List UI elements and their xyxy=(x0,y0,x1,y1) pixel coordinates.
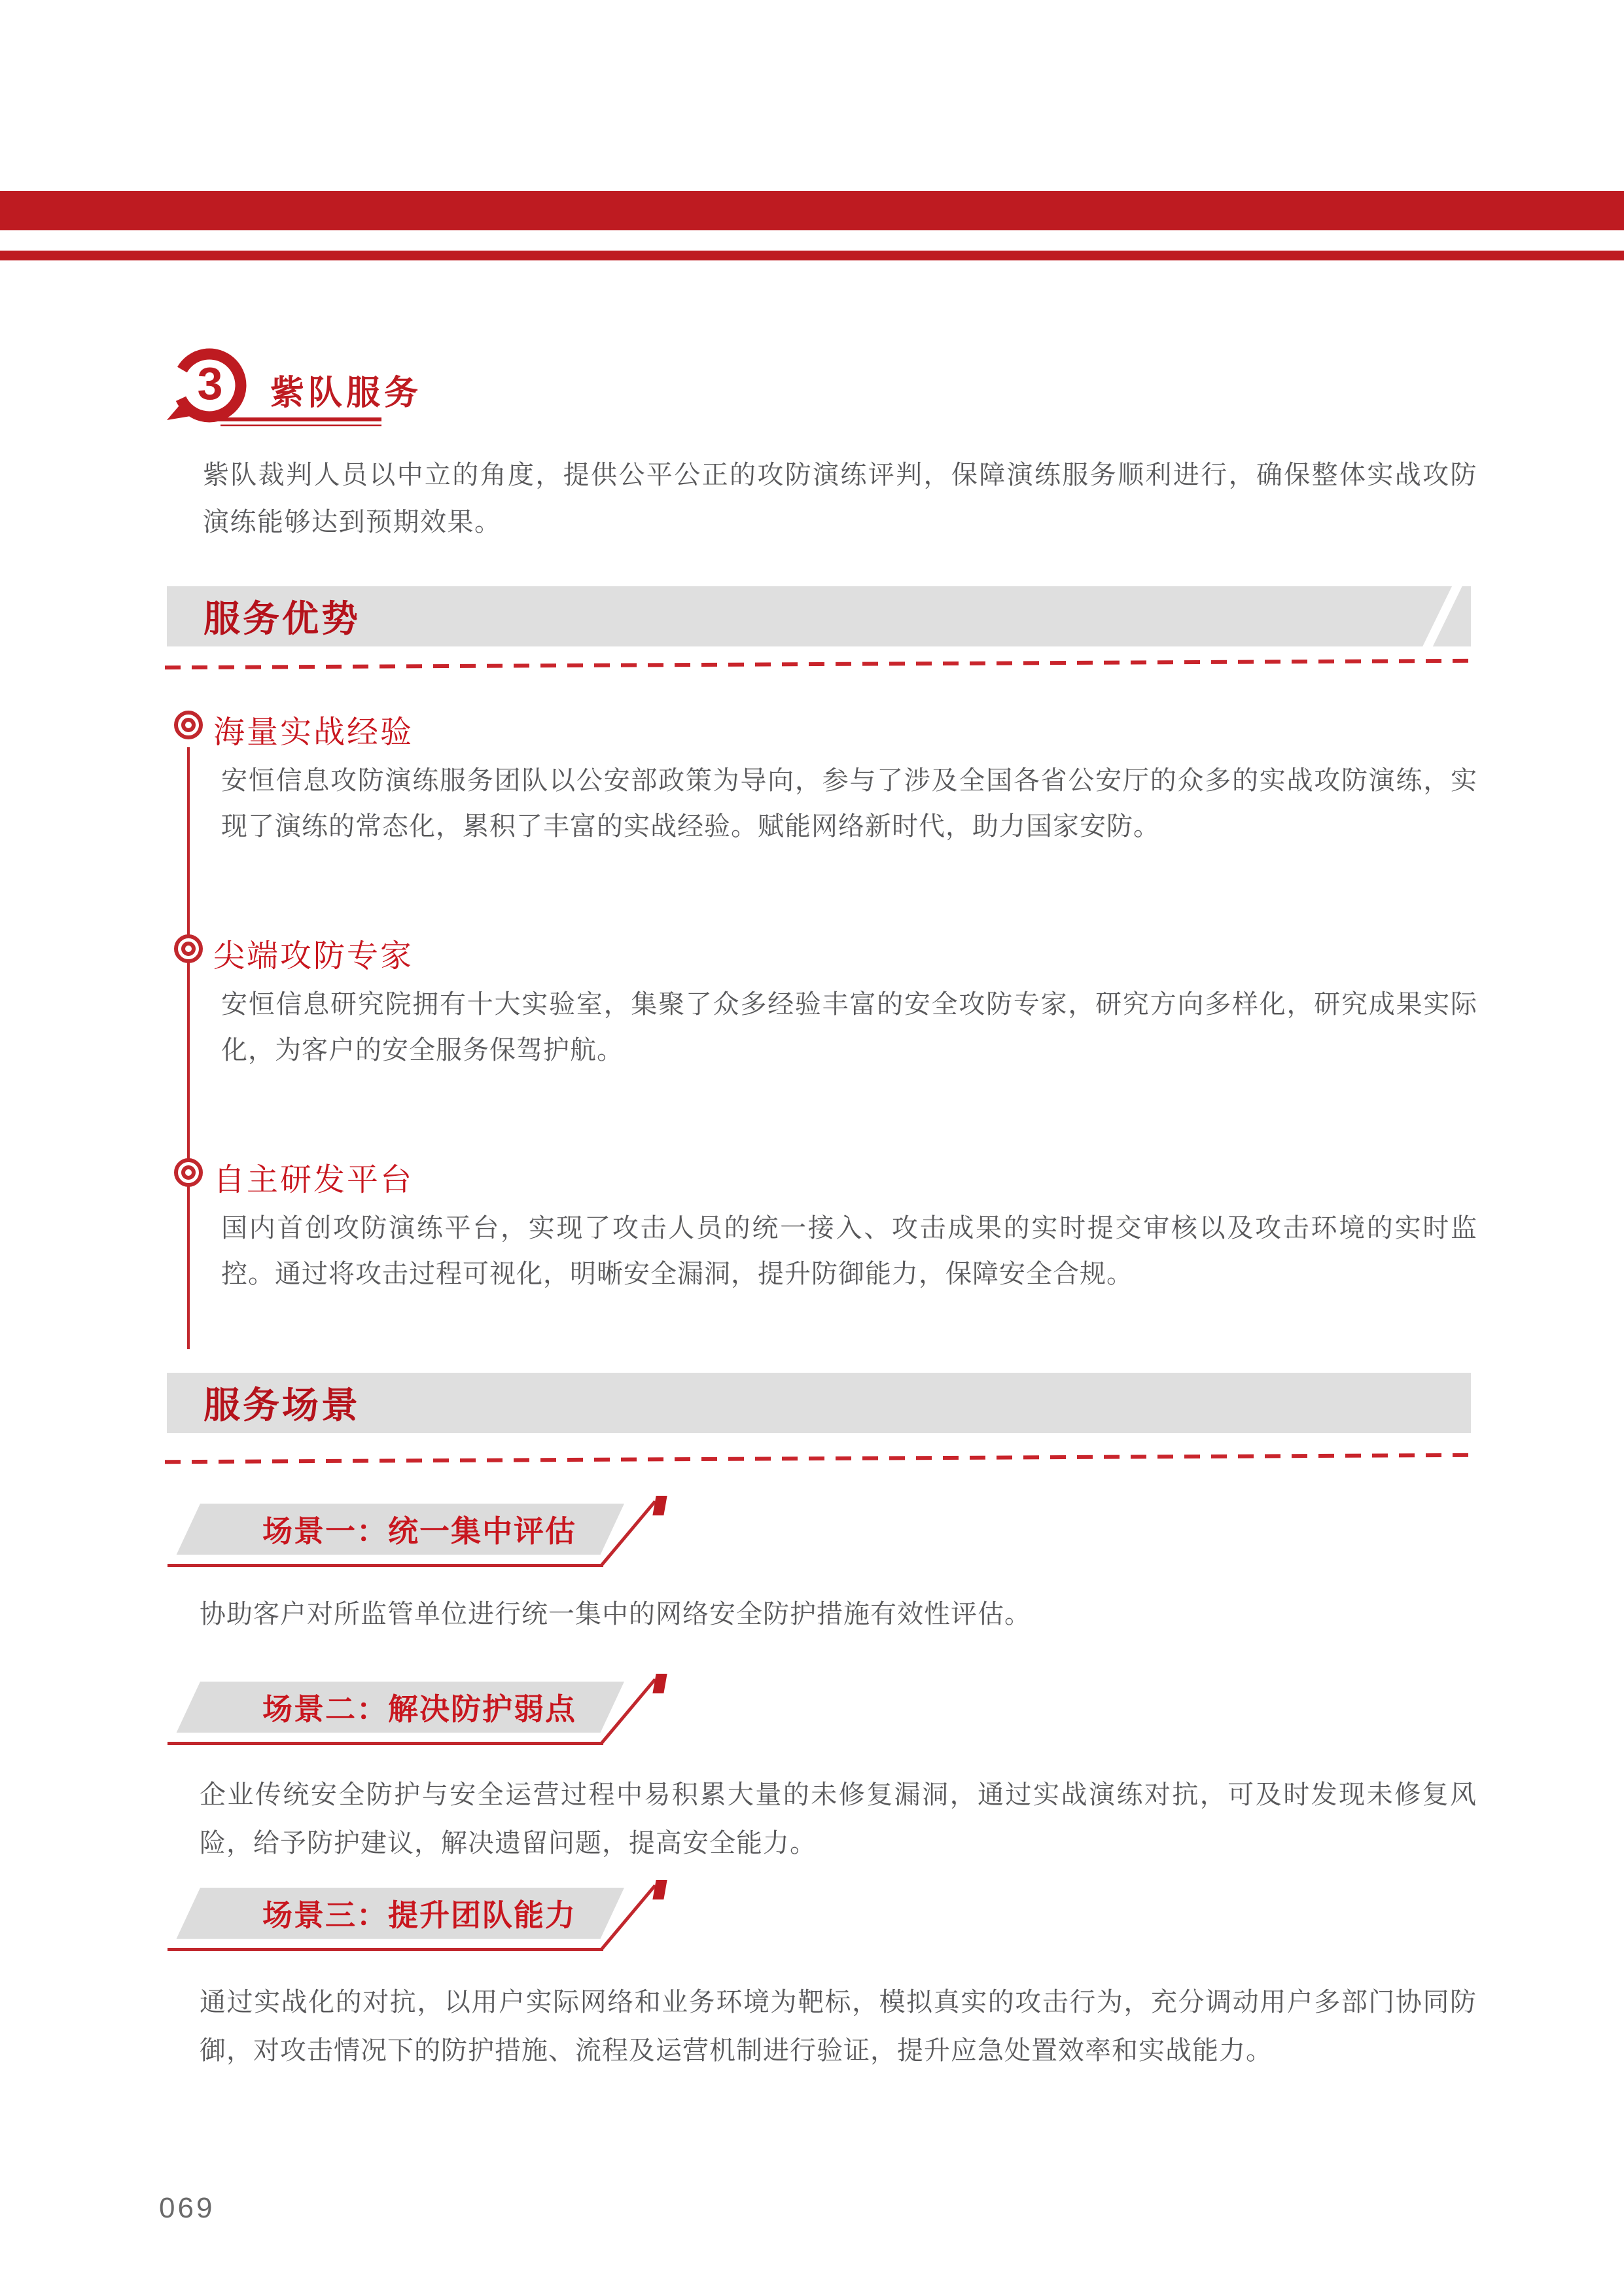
banner-underline xyxy=(168,1948,603,1951)
header-slash-decoration xyxy=(1417,586,1463,646)
scenarios-header-bar xyxy=(167,1373,1471,1433)
target-circles-icon xyxy=(174,934,203,963)
bullet-connector-line xyxy=(187,747,190,1349)
advantage-title: 海量实战经验 xyxy=(213,715,414,750)
advantages-header-label: 服务优势 xyxy=(203,598,361,639)
advantage-body: 安恒信息研究院拥有十大实验室，集聚了众多经验丰富的安全攻防专家，研究方向多样化，研究成果实际化，为客户的安全服务保驾护航。 xyxy=(221,990,1477,1065)
scenarios-header-label: 服务场景 xyxy=(203,1385,361,1426)
advantage-title: 自主研发平台 xyxy=(213,1163,414,1197)
target-circles-icon xyxy=(174,1158,203,1187)
scenario-body: 企业传统安全防护与安全运营过程中易积累大量的未修复漏洞，通过实战演练对抗，可及时发现未修复风险，给予防护建议，解决遗留问题，提高安全能力。 xyxy=(200,1780,1477,1858)
top-red-bar-thin xyxy=(0,251,1624,260)
intro-paragraph: 紫队裁判人员以中立的角度，提供公平公正的攻防演练评判，保障演练服务顺利进行，确保整体实战攻防演练能够达到预期效果。 xyxy=(203,461,1477,537)
dashed-divider xyxy=(165,659,1477,670)
advantages-header-bar xyxy=(167,586,1471,646)
scenario-block xyxy=(168,1682,1483,1878)
scenario-block xyxy=(168,1888,1483,2084)
advantage-title: 尖端攻防专家 xyxy=(213,939,414,974)
page-number: 069 xyxy=(159,2192,215,2224)
dashed-divider xyxy=(165,1453,1477,1464)
section-number-badge xyxy=(160,345,566,444)
scenario-label: 场景三：提升团队能力 xyxy=(262,1898,576,1932)
banner-underline xyxy=(168,1564,603,1567)
scenario-body: 协助客户对所监管单位进行统一集中的网络安全防护措施有效性评估。 xyxy=(200,1600,1031,1629)
advantage-body: 安恒信息攻防演练服务团队以公安部政策为导向，参与了涉及全国各省公安厅的众多的实战攻防演练，实现了演练的常态化，累积了丰富的实战经验。赋能网络新时代，助力国家安防。 xyxy=(221,766,1477,841)
section-title: 紫队服务 xyxy=(270,374,423,412)
banner-square-decoration xyxy=(652,1880,667,1899)
target-circles-icon xyxy=(174,711,203,739)
scenario-block xyxy=(168,1504,1483,1667)
section-number: 3 xyxy=(197,358,223,409)
scenario-label: 场景一：统一集中评估 xyxy=(262,1514,576,1548)
top-red-bar-thick xyxy=(0,191,1624,230)
advantage-body: 国内首创攻防演练平台，实现了攻击人员的统一接入、攻击成果的实时提交审核以及攻击环境的实时监控。通过将攻击过程可视化，明晰安全漏洞，提升防御能力，保障安全合规。 xyxy=(221,1214,1477,1288)
banner-square-decoration xyxy=(652,1496,667,1515)
banner-square-decoration xyxy=(652,1674,667,1693)
banner-underline xyxy=(168,1742,603,1745)
scenario-label: 场景二：解决防护弱点 xyxy=(262,1692,576,1726)
scenario-body: 通过实战化的对抗，以用户实际网络和业务环境为靶标，模拟真实的攻击行为，充分调动用户多部门协同防御，对攻击情况下的防护措施、流程及运营机制进行验证，提升应急处置效率和实战能力。 xyxy=(200,1988,1477,2065)
